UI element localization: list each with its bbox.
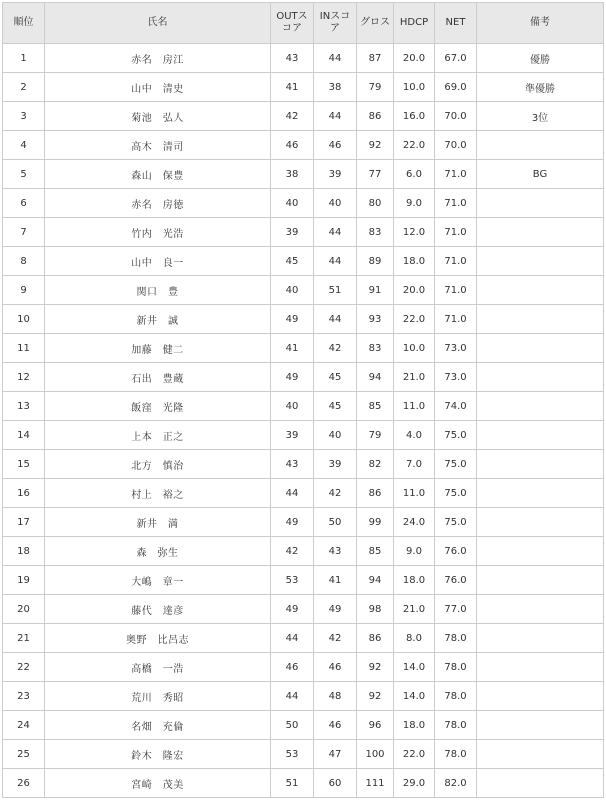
rank-cell: 18: [3, 537, 45, 566]
net-cell: 71.0: [435, 160, 477, 189]
gross-cell: 77: [357, 160, 394, 189]
in-score-cell: 40: [314, 189, 357, 218]
hdcp-cell: 12.0: [394, 218, 435, 247]
hdcp-cell: 11.0: [394, 479, 435, 508]
rank-cell: 6: [3, 189, 45, 218]
rank-cell: 19: [3, 566, 45, 595]
header-net: NET: [435, 3, 477, 44]
gross-cell: 92: [357, 653, 394, 682]
header-note: 備考: [477, 3, 604, 44]
name-cell: 上本 正之: [45, 421, 271, 450]
hdcp-cell: 22.0: [394, 131, 435, 160]
results-table: [2, 2, 604, 798]
gross-cell: 94: [357, 363, 394, 392]
in-score-cell: 45: [314, 392, 357, 421]
name-cell: 奥野 比呂志: [45, 624, 271, 653]
hdcp-cell: 16.0: [394, 102, 435, 131]
out-score-cell: 51: [271, 769, 314, 798]
in-score-cell: 44: [314, 305, 357, 334]
out-score-cell: 42: [271, 102, 314, 131]
name-cell: 菊池 弘人: [45, 102, 271, 131]
net-cell: 71.0: [435, 276, 477, 305]
name-cell: 藤代 達彦: [45, 595, 271, 624]
name-cell: 鈴木 隆宏: [45, 740, 271, 769]
out-score-cell: 40: [271, 392, 314, 421]
net-cell: 70.0: [435, 131, 477, 160]
note-cell: [477, 537, 604, 566]
in-score-cell: 42: [314, 624, 357, 653]
rank-cell: 24: [3, 711, 45, 740]
table-row: [3, 711, 604, 740]
note-cell: [477, 392, 604, 421]
hdcp-cell: 29.0: [394, 769, 435, 798]
name-cell: 村上 裕之: [45, 479, 271, 508]
out-score-cell: 39: [271, 218, 314, 247]
out-score-cell: 41: [271, 334, 314, 363]
note-cell: [477, 363, 604, 392]
gross-cell: 83: [357, 218, 394, 247]
out-score-cell: 49: [271, 595, 314, 624]
name-cell: 石出 豊蔵: [45, 363, 271, 392]
net-cell: 73.0: [435, 334, 477, 363]
rank-cell: 4: [3, 131, 45, 160]
name-cell: 北方 慎治: [45, 450, 271, 479]
note-cell: BG: [477, 160, 604, 189]
in-score-cell: 39: [314, 450, 357, 479]
net-cell: 77.0: [435, 595, 477, 624]
in-score-cell: 44: [314, 102, 357, 131]
gross-cell: 89: [357, 247, 394, 276]
table-row: [3, 44, 604, 73]
header-gross: グロス: [357, 3, 394, 44]
header-row: [3, 3, 604, 44]
in-score-cell: 49: [314, 595, 357, 624]
hdcp-cell: 7.0: [394, 450, 435, 479]
hdcp-cell: 22.0: [394, 305, 435, 334]
table-row: [3, 160, 604, 189]
rank-cell: 12: [3, 363, 45, 392]
hdcp-cell: 21.0: [394, 595, 435, 624]
note-cell: [477, 769, 604, 798]
in-score-cell: 39: [314, 160, 357, 189]
in-score-cell: 50: [314, 508, 357, 537]
out-score-cell: 44: [271, 479, 314, 508]
gross-cell: 87: [357, 44, 394, 73]
gross-cell: 99: [357, 508, 394, 537]
out-score-cell: 50: [271, 711, 314, 740]
gross-cell: 86: [357, 479, 394, 508]
out-score-cell: 40: [271, 189, 314, 218]
note-cell: [477, 508, 604, 537]
out-score-cell: 49: [271, 363, 314, 392]
header-rank: 順位: [3, 3, 45, 44]
name-cell: 山中 清史: [45, 73, 271, 102]
out-score-cell: 44: [271, 624, 314, 653]
out-score-cell: 40: [271, 276, 314, 305]
header-out-score: OUTスコア: [271, 3, 314, 44]
hdcp-cell: 6.0: [394, 160, 435, 189]
table-row: [3, 392, 604, 421]
note-cell: 優勝: [477, 44, 604, 73]
out-score-cell: 41: [271, 73, 314, 102]
hdcp-cell: 14.0: [394, 653, 435, 682]
name-cell: 新井 満: [45, 508, 271, 537]
hdcp-cell: 9.0: [394, 537, 435, 566]
rank-cell: 10: [3, 305, 45, 334]
rank-cell: 20: [3, 595, 45, 624]
table-row: [3, 508, 604, 537]
gross-cell: 93: [357, 305, 394, 334]
table-row: [3, 479, 604, 508]
net-cell: 67.0: [435, 44, 477, 73]
note-cell: [477, 740, 604, 769]
gross-cell: 85: [357, 392, 394, 421]
table-row: [3, 189, 604, 218]
hdcp-cell: 21.0: [394, 363, 435, 392]
hdcp-cell: 10.0: [394, 73, 435, 102]
hdcp-cell: 4.0: [394, 421, 435, 450]
in-score-cell: 44: [314, 44, 357, 73]
note-cell: [477, 479, 604, 508]
in-score-cell: 48: [314, 682, 357, 711]
gross-cell: 86: [357, 624, 394, 653]
out-score-cell: 43: [271, 450, 314, 479]
rank-cell: 21: [3, 624, 45, 653]
in-score-cell: 46: [314, 131, 357, 160]
note-cell: 3位: [477, 102, 604, 131]
in-score-cell: 44: [314, 247, 357, 276]
out-score-cell: 53: [271, 566, 314, 595]
hdcp-cell: 20.0: [394, 44, 435, 73]
name-cell: 赤名 房江: [45, 44, 271, 73]
gross-cell: 92: [357, 682, 394, 711]
gross-cell: 100: [357, 740, 394, 769]
out-score-cell: 46: [271, 131, 314, 160]
table-row: [3, 334, 604, 363]
rank-cell: 22: [3, 653, 45, 682]
net-cell: 78.0: [435, 653, 477, 682]
in-score-cell: 51: [314, 276, 357, 305]
gross-cell: 98: [357, 595, 394, 624]
hdcp-cell: 14.0: [394, 682, 435, 711]
out-score-cell: 39: [271, 421, 314, 450]
net-cell: 71.0: [435, 218, 477, 247]
gross-cell: 85: [357, 537, 394, 566]
out-score-cell: 53: [271, 740, 314, 769]
hdcp-cell: 22.0: [394, 740, 435, 769]
gross-cell: 92: [357, 131, 394, 160]
net-cell: 78.0: [435, 740, 477, 769]
rank-cell: 2: [3, 73, 45, 102]
table-row: [3, 537, 604, 566]
table-row: [3, 131, 604, 160]
net-cell: 78.0: [435, 624, 477, 653]
table-row: [3, 769, 604, 798]
name-cell: 宮崎 茂美: [45, 769, 271, 798]
net-cell: 78.0: [435, 711, 477, 740]
note-cell: [477, 682, 604, 711]
table-row: [3, 421, 604, 450]
gross-cell: 83: [357, 334, 394, 363]
in-score-cell: 43: [314, 537, 357, 566]
gross-cell: 82: [357, 450, 394, 479]
note-cell: 準優勝: [477, 73, 604, 102]
note-cell: [477, 653, 604, 682]
header-in-score: INスコア: [314, 3, 357, 44]
rank-cell: 15: [3, 450, 45, 479]
note-cell: [477, 450, 604, 479]
gross-cell: 91: [357, 276, 394, 305]
net-cell: 75.0: [435, 508, 477, 537]
note-cell: [477, 218, 604, 247]
table-row: [3, 450, 604, 479]
in-score-cell: 44: [314, 218, 357, 247]
name-cell: 関口 豊: [45, 276, 271, 305]
in-score-cell: 46: [314, 653, 357, 682]
name-cell: 山中 良一: [45, 247, 271, 276]
net-cell: 71.0: [435, 189, 477, 218]
in-score-cell: 41: [314, 566, 357, 595]
table-row: [3, 740, 604, 769]
net-cell: 76.0: [435, 537, 477, 566]
name-cell: 森山 保豊: [45, 160, 271, 189]
note-cell: [477, 711, 604, 740]
table-row: [3, 363, 604, 392]
note-cell: [477, 276, 604, 305]
name-cell: 高木 清司: [45, 131, 271, 160]
table-row: [3, 218, 604, 247]
name-cell: 新井 誠: [45, 305, 271, 334]
note-cell: [477, 624, 604, 653]
note-cell: [477, 305, 604, 334]
table-row: [3, 73, 604, 102]
note-cell: [477, 131, 604, 160]
name-cell: 高橋 一浩: [45, 653, 271, 682]
hdcp-cell: 10.0: [394, 334, 435, 363]
net-cell: 82.0: [435, 769, 477, 798]
rank-cell: 1: [3, 44, 45, 73]
net-cell: 70.0: [435, 102, 477, 131]
name-cell: 加藤 健二: [45, 334, 271, 363]
name-cell: 飯窪 光隆: [45, 392, 271, 421]
net-cell: 71.0: [435, 247, 477, 276]
gross-cell: 96: [357, 711, 394, 740]
name-cell: 名畑 充倫: [45, 711, 271, 740]
net-cell: 69.0: [435, 73, 477, 102]
table-row: [3, 102, 604, 131]
results-body: [3, 44, 604, 798]
gross-cell: 94: [357, 566, 394, 595]
out-score-cell: 43: [271, 44, 314, 73]
name-cell: 森 弥生: [45, 537, 271, 566]
rank-cell: 3: [3, 102, 45, 131]
hdcp-cell: 18.0: [394, 247, 435, 276]
rank-cell: 14: [3, 421, 45, 450]
out-score-cell: 38: [271, 160, 314, 189]
out-score-cell: 49: [271, 508, 314, 537]
table-row: [3, 682, 604, 711]
table-row: [3, 247, 604, 276]
net-cell: 75.0: [435, 421, 477, 450]
net-cell: 78.0: [435, 682, 477, 711]
in-score-cell: 42: [314, 334, 357, 363]
rank-cell: 23: [3, 682, 45, 711]
note-cell: [477, 595, 604, 624]
header-name: 氏名: [45, 3, 271, 44]
rank-cell: 5: [3, 160, 45, 189]
gross-cell: 80: [357, 189, 394, 218]
in-score-cell: 42: [314, 479, 357, 508]
name-cell: 竹内 光浩: [45, 218, 271, 247]
rank-cell: 25: [3, 740, 45, 769]
rank-cell: 8: [3, 247, 45, 276]
gross-cell: 79: [357, 421, 394, 450]
hdcp-cell: 8.0: [394, 624, 435, 653]
rank-cell: 9: [3, 276, 45, 305]
hdcp-cell: 18.0: [394, 566, 435, 595]
hdcp-cell: 18.0: [394, 711, 435, 740]
in-score-cell: 40: [314, 421, 357, 450]
table-row: [3, 624, 604, 653]
out-score-cell: 46: [271, 653, 314, 682]
note-cell: [477, 421, 604, 450]
hdcp-cell: 24.0: [394, 508, 435, 537]
name-cell: 赤名 房徳: [45, 189, 271, 218]
in-score-cell: 45: [314, 363, 357, 392]
out-score-cell: 44: [271, 682, 314, 711]
gross-cell: 86: [357, 102, 394, 131]
net-cell: 73.0: [435, 363, 477, 392]
net-cell: 74.0: [435, 392, 477, 421]
net-cell: 71.0: [435, 305, 477, 334]
rank-cell: 26: [3, 769, 45, 798]
gross-cell: 79: [357, 73, 394, 102]
in-score-cell: 38: [314, 73, 357, 102]
rank-cell: 7: [3, 218, 45, 247]
table-row: [3, 653, 604, 682]
rank-cell: 11: [3, 334, 45, 363]
rank-cell: 17: [3, 508, 45, 537]
table-row: [3, 276, 604, 305]
note-cell: [477, 247, 604, 276]
out-score-cell: 45: [271, 247, 314, 276]
note-cell: [477, 334, 604, 363]
table-row: [3, 566, 604, 595]
table-row: [3, 305, 604, 334]
name-cell: 荒川 秀昭: [45, 682, 271, 711]
in-score-cell: 47: [314, 740, 357, 769]
name-cell: 大嶋 章一: [45, 566, 271, 595]
hdcp-cell: 9.0: [394, 189, 435, 218]
note-cell: [477, 566, 604, 595]
out-score-cell: 49: [271, 305, 314, 334]
net-cell: 75.0: [435, 450, 477, 479]
net-cell: 75.0: [435, 479, 477, 508]
net-cell: 76.0: [435, 566, 477, 595]
hdcp-cell: 20.0: [394, 276, 435, 305]
in-score-cell: 46: [314, 711, 357, 740]
in-score-cell: 60: [314, 769, 357, 798]
hdcp-cell: 11.0: [394, 392, 435, 421]
table-row: [3, 595, 604, 624]
gross-cell: 111: [357, 769, 394, 798]
note-cell: [477, 189, 604, 218]
header-hdcp: HDCP: [394, 3, 435, 44]
rank-cell: 16: [3, 479, 45, 508]
out-score-cell: 42: [271, 537, 314, 566]
rank-cell: 13: [3, 392, 45, 421]
